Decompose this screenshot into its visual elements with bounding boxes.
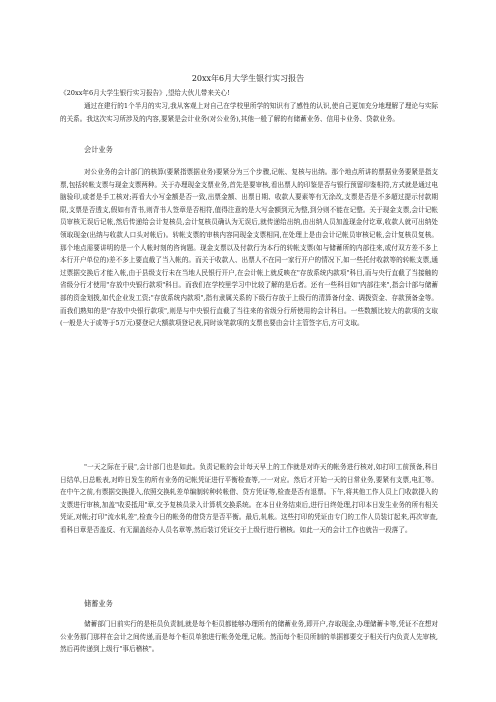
- intro-paragraph: 《20xx年6月大学生银行实习报告》,望给大伙儿带来关心!: [60, 89, 230, 97]
- paragraph-3: "一天之际在于晨",会计部门也是如此。负责记帐的会计每天早上的工作就是对昨天的帐务进行核对,如打印工前预备,科目日结单,日总帐表,对昨日发生的所有业务的记帐凭证进行平衡检查等,一一对应。然后才开始一天的日常业务,要紧有支票,电汇等。在中午之前,有票据交换提入,依照交换轧差单编制转种转帐借、贷方凭证等,检查是否有退票。下午,将其他工作人员上门收款提入的支票进行审核,加盖"收妥抵用"章,交予复核员录入计算机交换系统。在本日业务结束后,进行日终处理,打印本日发生业务的所有相关凭证,对帐;打印"流水轧差",检查今日的帐务的借贷方是否平衡。最后,轧帐。这些打印的凭证由专门的工作人员装订起来,再次审查,看科目章是否盖反、有无漏盖经办人员名章等,然后装订凭证交于上级行进行稽核。如此一天的会计工作也就告一段落了。: [60, 463, 438, 534]
- paragraph-2: 对公业务的会计部门的核算(要紧指票据业务)要紧分为三个步骤,记帐、复核与出纳。那个地点所讲的票据业务要紧是指支票,包括转帐支票与现金支票两种。关于办理现金支票业务,首先是要审核,看出票人的印鉴是否与银行预留印鉴相符,方式就是通过电脑验印,或者是手工核对;再看大小写金额是否一致,出票金额、出票日期、收款人要素等有无涂改,支票是否是不多超过提示付款期限,支票是否透支,假如有背书,则背书人签章是否相符,值得注意的是大写金额到元为整,到分则不能在记整。关于现金支票,会计记帐员审核无误后记帐,然后传递给会计复核员,会计复核员确认为无误后,就传递给出纳,由出纳人员加盖现金付讫章,收款人就可出纳处领取现金(出纳与收款人口头对帐后)。转帐支票的审核内容同现金支票相同,在处理上是由会计记帐员审核记帐,会计复核员复核。那个地点需要讲明的是一个人帐时刻的咨询题。现金支票以及付款行为本行的转帐支票(如与储蓄所的内部往来,或付双方差不多上本行开户单位的)差不多上要直截了当入帐的。而关于收款人、出票人不在同一家行开户的情况下,如一些托付收款等的转帐支票,通过票据交换后才能入帐,由于县级支行未在当地人民银行开户,在会计帐上就反映在"存放系统内款项"科目,而与央行直截了当接触的省级分行才使用"存放中央银行款项"科目。而我们在学校里学习中比较了解的是后者。还有一些科目如"内部往来",指会计部与储蓄部的资金划拨,如代企业发工资;"存放系统内款项",指有隶属关系的下级行存放于上级行的清算备付金、调拨资金、存款预备金等。而我们熟知的是"存放中央银行款项",则是与中央银行直截了当往来的省级分行所使用的会计科目。一些数额比较大的款项的支取(一般是大于或等于5万元)要登记大额款项登记表,同时该笔款项的支票也要由会计主管签字后,方可支取。: [60, 168, 438, 328]
- document-title: 20xx年6月大学生银行实习报告: [191, 74, 305, 83]
- section-heading-accounting: 会计业务: [84, 145, 113, 154]
- paragraph-1: 通过在建行的1个半月的实习,我从客观上对自己在学校里所学的知识有了感性的认识,使自己更加充分地理解了理论与实际的关系。我这次实习所涉及的内容,要紧是会计业务(对公业务),其他一般了解的有储蓄业务、信用卡业务、贷款业务。: [60, 102, 438, 123]
- paragraph-4: 储蓄部门日前实行的是柜员负责制,就是每个柜员都能够办理所有的储蓄业务,即开户,存取现金,办理储蓄卡等,凭证不在想对公业务那门那样在会计之间传递,而是每个柜员单独进行帐务处理,记帐。然而每个柜员所制的单据都要交于相关行内负责人先审核,然后再传递到上级行"事后稽核"。: [60, 620, 438, 654]
- section-heading-savings: 储蓄业务: [84, 599, 113, 608]
